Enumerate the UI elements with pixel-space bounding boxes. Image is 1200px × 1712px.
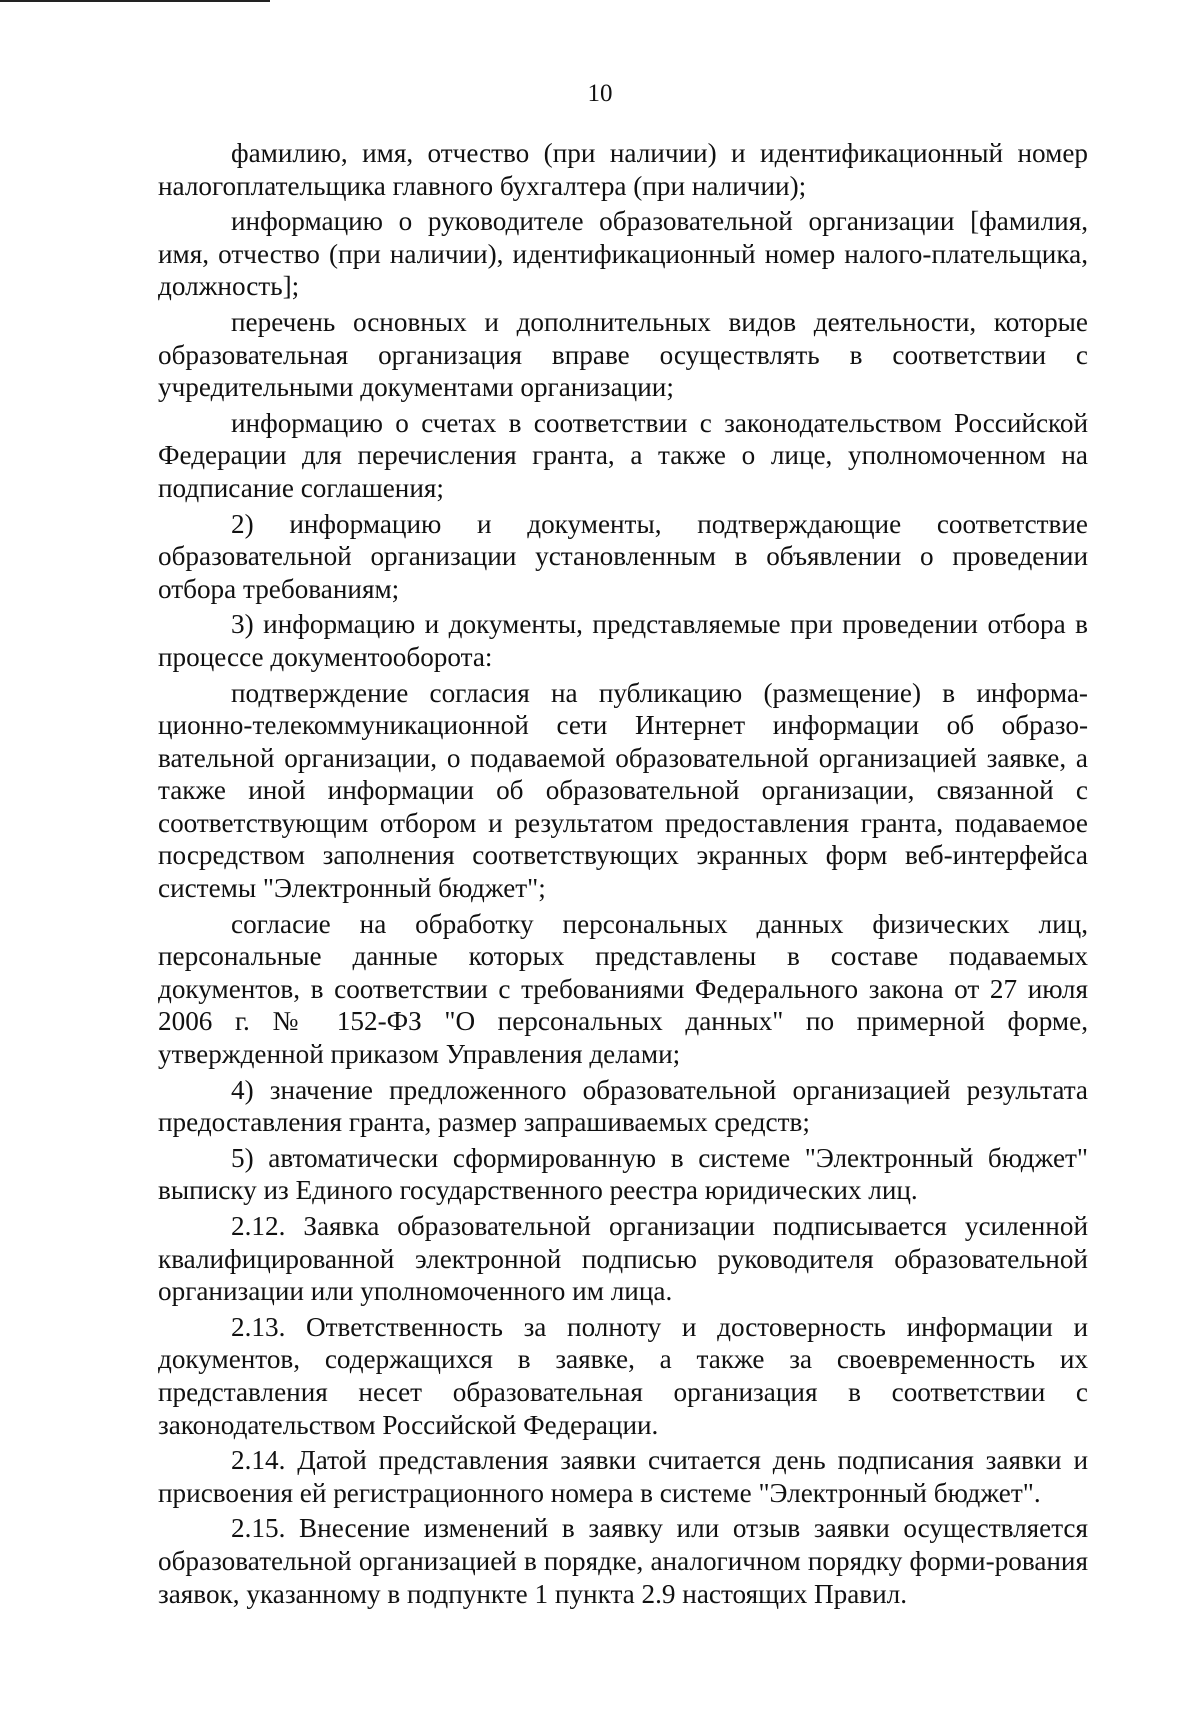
- paragraph: 2.15. Внесение изменений в заявку или отзыв заявки осуществляется образовательной организацией в порядке, аналогичном порядку форми-рования заявок, указанному в подпункте 1 пункта 2.9 настоящих Правил.: [158, 1513, 1088, 1609]
- paragraph: информацию о руководителе образовательной организации [фамилия, имя, отчество (при наличии), идентификационный номер налого-плательщика, должность];: [158, 206, 1088, 302]
- paragraph: 3) информацию и документы, представляемые при проведении отбора в процессе документооборота:: [158, 609, 1088, 672]
- paragraph: 2.12. Заявка образовательной организации подписывается усиленной квалифицированной электронной подписью руководителя образовательной организации или уполномоченного им лица.: [158, 1211, 1088, 1307]
- paragraph: фамилию, имя, отчество (при наличии) и идентификационный номер налогоплательщика главного бухгалтера (при наличии);: [158, 138, 1088, 201]
- page-number: 10: [587, 80, 613, 107]
- paragraph: информацию о счетах в соответствии с законодательством Российской Федерации для перечисления гранта, а также о лице, уполномоченном на подписание соглашения;: [158, 407, 1088, 503]
- scan-edge-line: [0, 0, 270, 2]
- document-body: [158, 137, 1088, 1610]
- paragraph: согласие на обработку персональных данных физических лиц, персональные данные которых представлены в составе подаваемых документов, в соответствии с требованиями Федерального закона от 27 июля 2006 г. № 152-ФЗ "О персональных данных" по примерной форме, утвержденной приказом Управления делами;: [158, 908, 1088, 1070]
- paragraph: 5) автоматически сформированную в системе "Электронный бюджет" выписку из Единого государственного реестра юридических лиц.: [158, 1142, 1088, 1206]
- paragraph: 2) информацию и документы, подтверждающие соответствие образовательной организации установленным в объявлении о проведении отбора требованиям;: [158, 508, 1088, 604]
- paragraph: 2.13. Ответственность за полноту и достоверность информации и документов, содержащихся в заявке, а также за своевременность их представления несет образовательная организация в соответствии с законодательством Российской Федерации.: [158, 1311, 1088, 1440]
- paragraph: подтверждение согласия на публикацию (размещение) в информа-ционно-телекоммуникационной сети Интернет информации об образо-вательной организации, о подаваемой образовательной организацией заявке, а также иной информации об образовательной организации, связанной с соответствующим отбором и результатом предоставления гранта, подаваемое посредством заполнения соответствующих экранных форм веб-интерфейса системы "Электронный бюджет";: [158, 677, 1088, 904]
- paragraph: 2.14. Датой представления заявки считается день подписания заявки и присвоения ей регистрационного номера в системе "Электронный бюджет".: [158, 1445, 1088, 1508]
- paragraph: перечень основных и дополнительных видов деятельности, которые образовательная организация вправе осуществлять в соответствии с учредительными документами организации;: [158, 306, 1088, 403]
- paragraph: 4) значение предложенного образовательной организацией результата предоставления гранта, размер запрашиваемых средств;: [158, 1074, 1088, 1138]
